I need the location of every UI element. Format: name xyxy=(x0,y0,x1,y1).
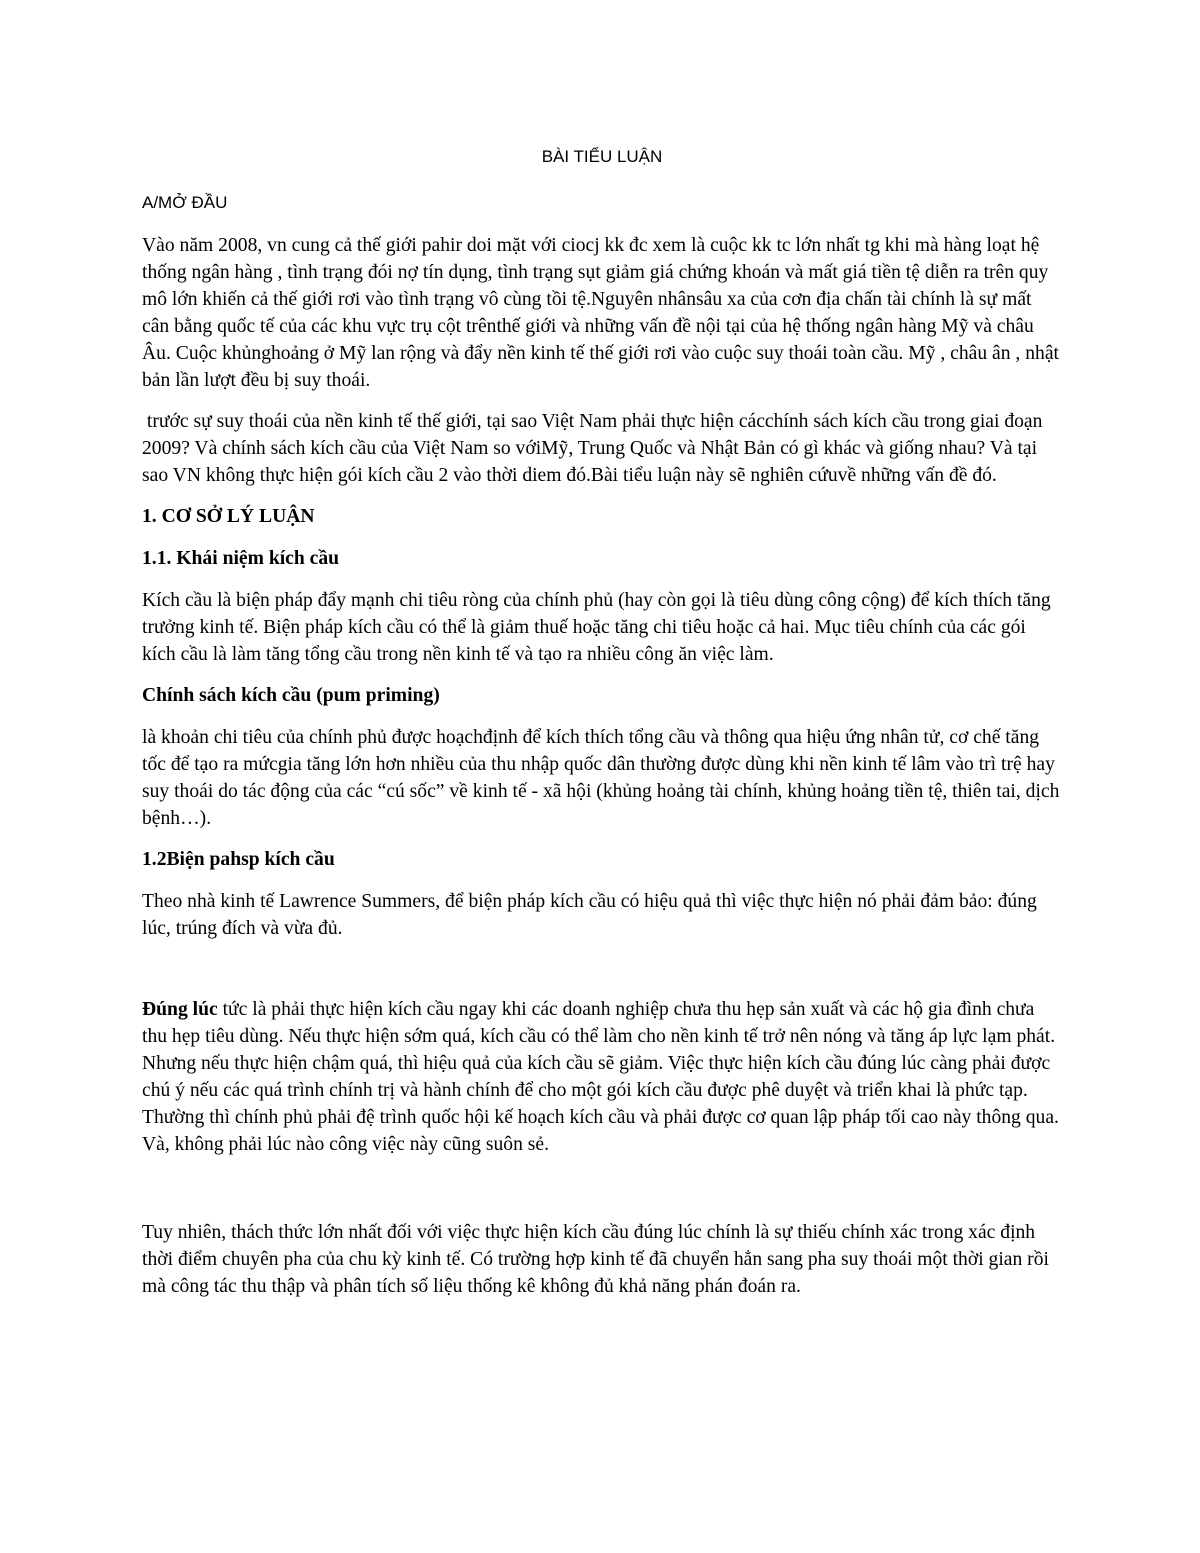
intro-paragraph-2-text: trước sự suy thoái của nền kinh tế thế giới, tại sao Việt Nam phải thực hiện cácchính sách kích cầu trong giai đoạn 2009? Và chính sách kích cầu của Việt Nam so vớiMỹ, Trung Quốc và Nhật Bản có gì khác và giống nhau? Và tại sao VN không thực hiện gói kích cầu 2 vào thời diem đó.Bài tiểu luận này sẽ nghiên cứuvề những vấn đề đó. xyxy=(142,411,1043,486)
section-heading-intro: A/MỞ ĐẦU xyxy=(142,193,228,212)
blank-line-2 xyxy=(142,1172,1062,1219)
heading-stimulus-concept: 1.1. Khái niệm kích cầu xyxy=(142,548,340,569)
heading-theory: 1. CƠ SỞ LÝ LUẬN xyxy=(142,506,315,527)
stimulus-concept-paragraph: Kích cầu là biện pháp đẩy mạnh chi tiêu ròng của chính phủ (hay còn gọi là tiêu dùng công cộng) để kích thích tăng trưởng kinh tế. Biện pháp kích cầu có thể là giảm thuế hoặc tăng chi tiêu hoặc cả hai. Mục tiêu chính của các gói kích cầu là làm tăng tổng cầu trong nền kinh tế và tạo ra nhiều công ăn việc làm. xyxy=(142,590,1051,665)
intro-paragraph-2 xyxy=(142,408,1062,489)
heading-stimulus-policy: Chính sách kích cầu (pum priming) xyxy=(142,685,440,706)
heading-stimulus-measures: 1.2Biện pahsp kích cầu xyxy=(142,849,335,870)
timely-paragraph xyxy=(142,996,1062,1158)
stimulus-measures-paragraph: Theo nhà kinh tế Lawrence Summers, để biện pháp kích cầu có hiệu quả thì việc thực hiện nó phải đảm bảo: đúng lúc, trúng đích và vừa đủ. xyxy=(142,891,1037,939)
challenge-paragraph: Tuy nhiên, thách thức lớn nhất đối với việc thực hiện kích cầu đúng lúc chính là sự thiếu chính xác trong xác định thời điểm chuyên pha của chu kỳ kinh tế. Có trường hợp kinh tế đã chuyển hẳn sang pha suy thoái một thời gian rồi mà công tác thu thập và phân tích số liệu thống kê không đủ khả năng phán đoán ra. xyxy=(142,1222,1049,1297)
document-body xyxy=(142,143,1062,1314)
stimulus-policy-paragraph: là khoản chi tiêu của chính phủ được hoạchđịnh để kích thích tổng cầu và thông qua hiệu ứng nhân tử, cơ chế tăng tốc để tạo ra mứcgia tăng lớn hơn nhiều của thu nhập quốc dân thường được dùng khi nền kinh tế lâm vào trì trệ hay suy thoái do tác động của các “cú sốc” về kinh tế - xã hội (khủng hoảng tài chính, khủng hoảng tiền tệ, thiên tai, dịch bệnh…). xyxy=(142,727,1060,829)
intro-paragraph-1: Vào năm 2008, vn cung cả thế giới pahir doi mặt với ciocj kk đc xem là cuộc kk tc lớn nhất tg khi mà hàng loạt hệ thống ngân hàng , tình trạng đói nợ tín dụng, tình trạng sụt giảm giá chứng khoán và mất giá tiền tệ diễn ra trên quy mô lớn khiến cả thế giới rơi vào tình trạng vô cùng tồi tệ.Nguyên nhânsâu xa của cơn địa chấn tài chính là sự mất cân bằng quốc tế của các khu vực trụ cột trênthế giới và những vấn đề nội tại của hệ thống ngân hàng Mỹ và châu Âu. Cuộc khủnghoảng ở Mỹ lan rộng và đẩy nền kinh tế thế giới rơi vào cuộc suy thoái toàn cầu. Mỹ , châu ân , nhật bản lần lượt đều bị suy thoái. xyxy=(142,235,1059,391)
document-title: BÀI TIỂU LUẬN xyxy=(541,147,663,166)
timely-text: tức là phải thực hiện kích cầu ngay khi các doanh nghiệp chưa thu hẹp sản xuất và các hộ gia đình chưa thu hẹp tiêu dùng. Nếu thực hiện sớm quá, kích cầu có thể làm cho nền kinh tế trở nên nóng và tăng áp lực lạm phát. Nhưng nếu thực hiện chậm quá, thì hiệu quả của kích cầu sẽ giảm. Việc thực hiện kích cầu đúng lúc càng phải được chú ý nếu các quá trình chính trị và hành chính để cho một gói kích cầu được phê duyệt và triển khai là phức tạp. Thường thì chính phủ phải đệ trình quốc hội kế hoạch kích cầu và phải được cơ quan lập pháp tối cao này thông qua. Và, không phải lúc nào công việc này cũng suôn sẻ. xyxy=(142,999,1059,1155)
blank-line xyxy=(142,956,1062,996)
timely-label: Đúng lúc xyxy=(142,999,218,1020)
